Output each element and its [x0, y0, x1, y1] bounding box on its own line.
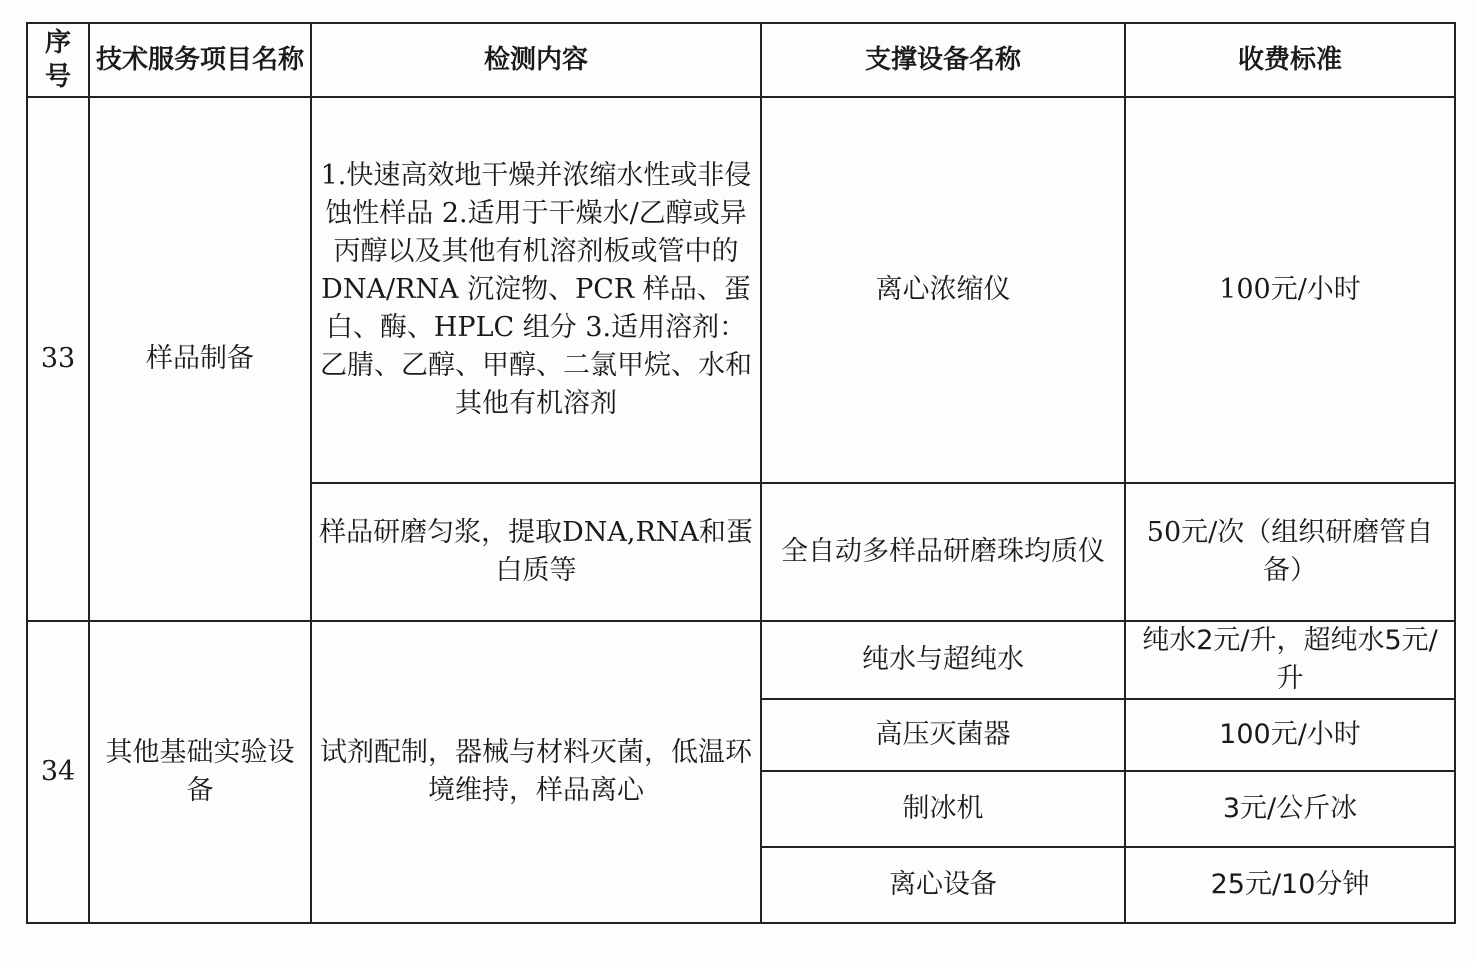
row-equipment-name: 全自动多样品研磨珠均质仪	[761, 483, 1125, 621]
header-serial-number: 序号	[27, 23, 89, 97]
header-service-name: 技术服务项目名称	[89, 23, 311, 97]
row-serial-number: 34	[27, 621, 89, 923]
table-header-row	[27, 23, 1455, 97]
row-service-name: 样品制备	[89, 97, 311, 621]
row-fee: 纯水2元/升，超纯水5元/升	[1125, 621, 1455, 699]
row-equipment-name: 高压灭菌器	[761, 699, 1125, 771]
header-equipment-name: 支撑设备名称	[761, 23, 1125, 97]
fee-table	[26, 22, 1456, 924]
row-test-content: 样品研磨匀浆，提取DNA,RNA和蛋白质等	[311, 483, 761, 621]
row-fee: 25元/10分钟	[1125, 847, 1455, 923]
row-fee: 50元/次（组织研磨管自备）	[1125, 483, 1455, 621]
row-fee: 3元/公斤冰	[1125, 771, 1455, 847]
row-test-content: 1.快速高效地干燥并浓缩水性或非侵蚀性样品 2.适用于干燥水/乙醇或异丙醇以及其他有机溶剂板或管中的 DNA/RNA 沉淀物、PCR 样品、蛋白、酶、HPLC 组分 3.适用溶剂：乙腈、乙醇、甲醇、二氯甲烷、水和其他有机溶剂	[311, 97, 761, 483]
row-fee: 100元/小时	[1125, 699, 1455, 771]
row-equipment-name: 纯水与超纯水	[761, 621, 1125, 699]
row-equipment-name: 离心浓缩仪	[761, 97, 1125, 483]
row-service-name: 其他基础实验设备	[89, 621, 311, 923]
table-row	[27, 97, 1455, 483]
header-test-content: 检测内容	[311, 23, 761, 97]
header-fee-standard: 收费标准	[1125, 23, 1455, 97]
row-test-content: 试剂配制，器械与材料灭菌，低温环境维持，样品离心	[311, 621, 761, 923]
row-serial-number: 33	[27, 97, 89, 621]
row-equipment-name: 离心设备	[761, 847, 1125, 923]
table-row	[27, 621, 1455, 699]
row-fee: 100元/小时	[1125, 97, 1455, 483]
row-equipment-name: 制冰机	[761, 771, 1125, 847]
